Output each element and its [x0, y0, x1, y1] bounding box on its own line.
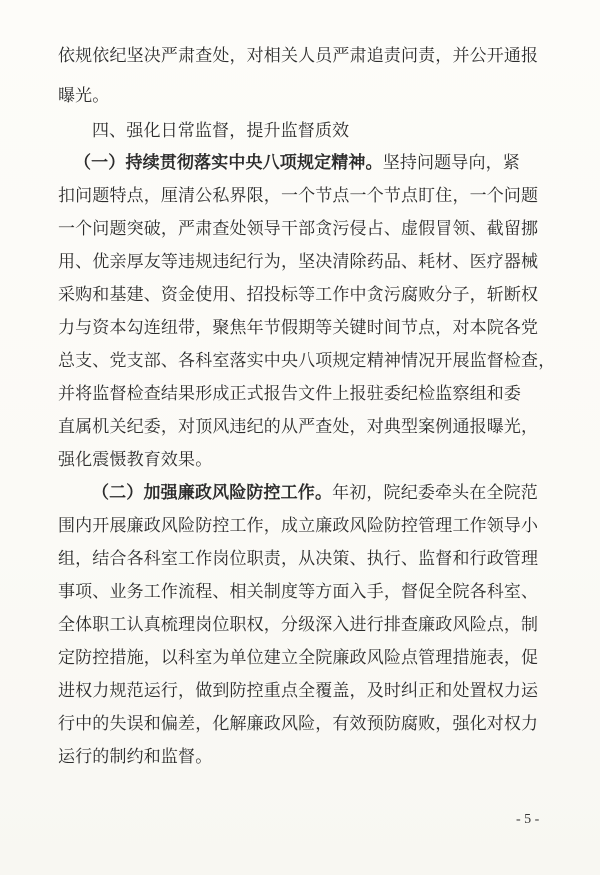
paragraph-line: 事项、业务工作流程、相关制度等方面入手，督促全院各科室、 — [58, 582, 539, 602]
paragraph-line: 曝光。 — [58, 86, 110, 106]
paragraph-line: 用、优亲厚友等违规违纪行为，坚决清除药品、耗材、医疗器械 — [58, 252, 539, 272]
section-heading: 四、强化日常监督，提升监督质效 — [92, 121, 350, 141]
paragraph-line: （一）持续贯彻落实中央八项规定精神。坚持问题导向，紧 — [74, 153, 520, 173]
paragraph-line: 强化震慑教育效果。 — [58, 450, 213, 470]
paragraph-line: 运行的制约和监督。 — [58, 747, 213, 767]
paragraph-line: （二）加强廉政风险防控工作。年初，院纪委牵头在全院范 — [92, 483, 538, 503]
paragraph-line: 全体职工认真梳理岗位职权，分级深入进行排查廉政风险点，制 — [58, 615, 539, 635]
paragraph-line: 力与资本勾连纽带，聚焦年节假期等关键时间节点，对本院各党 — [58, 318, 539, 338]
paragraph-line: 采购和基建、资金使用、招投标等工作中贪污腐败分子，斩断权 — [58, 285, 539, 305]
paragraph-line: 组，结合各科室工作岗位职责，从决策、执行、监督和行政管理 — [58, 549, 539, 569]
subheading: （一）持续贯彻落实中央八项规定精神。 — [74, 153, 383, 173]
paragraph-line: 行中的失误和偏差，化解廉政风险，有效预防腐败，强化对权力 — [58, 714, 539, 734]
paragraph-line: 进权力规范运行，做到防控重点全覆盖，及时纠正和处置权力运 — [58, 681, 539, 701]
paragraph-line: 依规依纪坚决严肃查处，对相关人员严肃追责问责，并公开通报 — [58, 46, 539, 66]
paragraph-line: 扣问题特点，厘清公私界限，一个节点一个节点盯住，一个问题 — [58, 186, 539, 206]
paragraph-line: 并将监督检查结果形成正式报告文件上报驻委纪检监察组和委 — [58, 384, 522, 404]
paragraph-line: 直属机关纪委，对顶风违纪的从严查处，对典型案例通报曝光， — [58, 417, 539, 437]
paragraph-line: 定防控措施，以科室为单位建立全院廉政风险点管理措施表，促 — [58, 648, 539, 668]
page-number: - 5 - — [516, 812, 540, 827]
paragraph-line: 总支、党支部、各科室落实中央八项规定精神情况开展监督检查， — [58, 351, 556, 371]
subheading: （二）加强廉政风险防控工作。 — [92, 483, 333, 503]
paragraph-line: 围内开展廉政风险防控工作，成立廉政风险防控管理工作领导小 — [58, 516, 539, 536]
paragraph-line: 一个问题突破，严肃查处领导干部贪污侵占、虚假冒领、截留挪 — [58, 219, 539, 239]
